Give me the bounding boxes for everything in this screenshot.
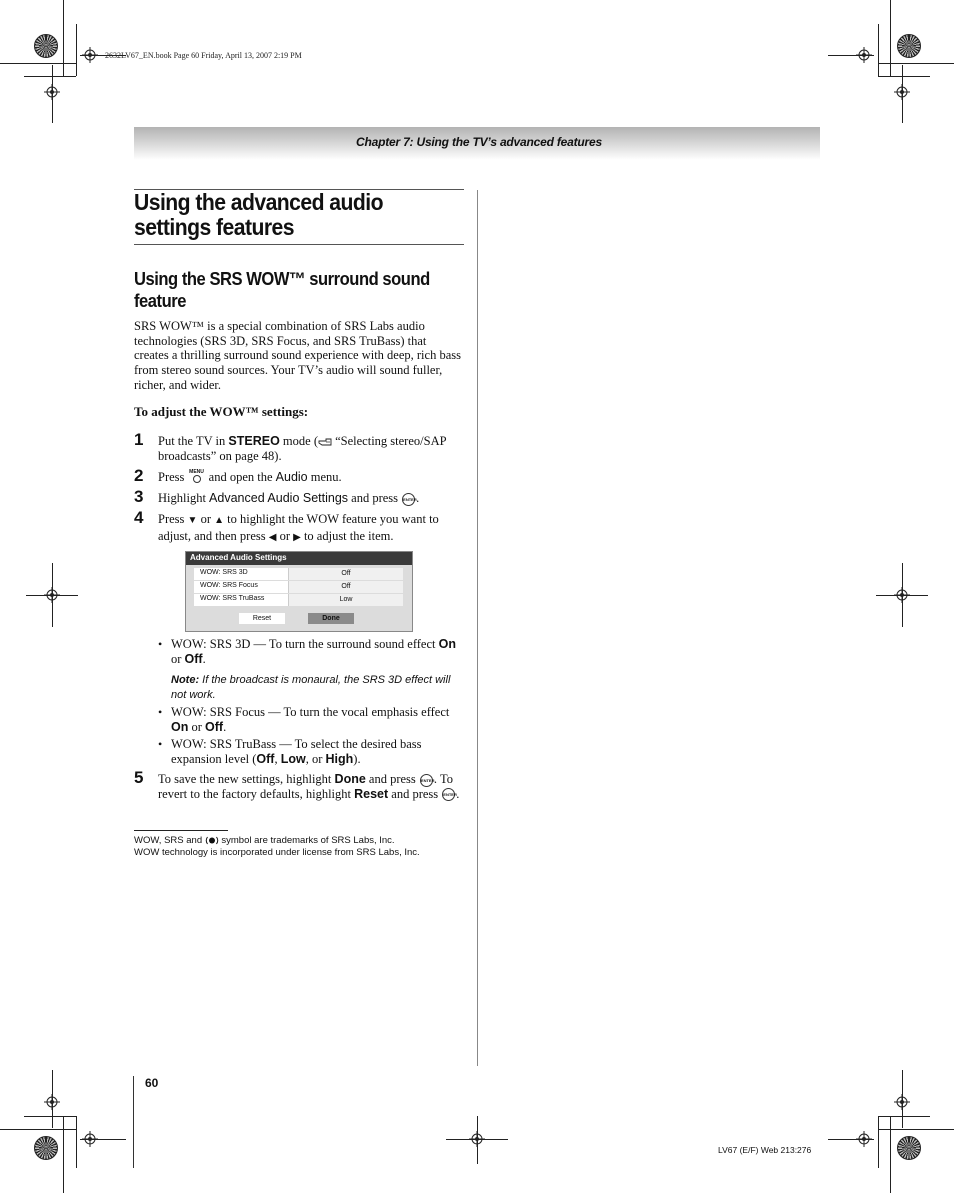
- osd-row-value: Off: [288, 581, 403, 593]
- color-bar-icon: [897, 34, 921, 58]
- step-5-text: To save the new settings, highlight Done and press ENTER. To revert to the factory defaults, highlight Reset and press ENTER.: [158, 772, 460, 801]
- bullet-icon: •: [158, 637, 163, 651]
- section-heading: Using the SRS WOW™ surround sound feature: [134, 269, 430, 311]
- up-arrow-icon: ▲: [214, 515, 225, 526]
- bullet-icon: •: [158, 705, 163, 719]
- footnote-license: WOW technology is incorporated under license from SRS Labs, Inc.: [134, 847, 420, 858]
- bullet-icon: •: [158, 737, 163, 751]
- srs-logo-icon: [205, 836, 219, 845]
- print-code: LV67 (E/F) Web 213:276: [718, 1145, 812, 1155]
- osd-row-srs-focus: [194, 581, 402, 593]
- enter-button-icon: ENTER: [442, 788, 455, 801]
- step-number: 2: [134, 466, 144, 485]
- color-bar-icon: [34, 34, 58, 58]
- bullet-srs-trubass: WOW: SRS TruBass — To select the desired bass expansion level (Off, Low, or High).: [171, 737, 422, 766]
- osd-row-label: WOW: SRS Focus: [200, 582, 258, 589]
- step-number: 5: [134, 768, 144, 787]
- color-bar-icon: [34, 1136, 58, 1160]
- footer-rule: [133, 1076, 134, 1168]
- osd-row-srs-3d: [194, 568, 402, 580]
- osd-row-label: WOW: SRS 3D: [200, 569, 248, 576]
- osd-done-button: Done: [308, 613, 354, 624]
- step-number: 4: [134, 508, 144, 527]
- step-1-text: Put the TV in STEREO mode ( “Selecting stereo/SAP broadcasts” on page 48).: [158, 434, 447, 463]
- column-divider: [477, 190, 478, 1066]
- step-4-text: Press ▼ or ▲ to highlight the WOW feature you want to adjust, and then press ◀ or ▶ to adjust the item.: [158, 512, 439, 543]
- osd-row-label: WOW: SRS TruBass: [200, 595, 265, 602]
- osd-row-value: Off: [288, 568, 403, 580]
- bullet-srs-3d: WOW: SRS 3D — To turn the surround sound effect On or Off.: [171, 637, 456, 666]
- osd-row-srs-trubass: [194, 594, 402, 606]
- subheading: To adjust the WOW™ settings:: [134, 404, 309, 419]
- step-number: 3: [134, 487, 144, 506]
- bullet-srs-focus: WOW: SRS Focus — To turn the vocal emphasis effect On or Off.: [171, 705, 450, 734]
- color-bar-icon: [897, 1136, 921, 1160]
- page-number: 60: [145, 1076, 159, 1090]
- right-arrow-icon: ▶: [293, 531, 301, 543]
- pointing-hand-icon: [318, 437, 332, 447]
- osd-title: Advanced Audio Settings: [190, 553, 287, 562]
- step-3-text: Highlight Advanced Audio Settings and press ENTER.: [158, 491, 420, 505]
- step-number: 1: [134, 430, 144, 449]
- osd-reset-button: Reset: [239, 613, 285, 624]
- menu-button-icon: MENU: [188, 470, 206, 483]
- footnote-trademark: WOW, SRS and symbol are trademarks of SRS Labs, Inc.: [134, 835, 395, 846]
- enter-button-icon: ENTER: [402, 493, 415, 506]
- footnote-rule: [134, 830, 228, 831]
- osd-title-bar: [186, 552, 412, 565]
- advanced-audio-settings-screen: [185, 551, 413, 632]
- book-info: 2632LV67_EN.book Page 60 Friday, April 13, 2007 2:19 PM: [105, 51, 302, 60]
- intro-paragraph: SRS WOW™ is a special combination of SRS Labs audio technologies (SRS 3D, SRS Focus, and SRS TruBass) that creates a thrilling surround sound experience with deep, rich bass from stereo sound sources. Your TV’s audio will sound fuller, richer, and wider.: [134, 319, 461, 392]
- heading-rule-bottom: [134, 244, 464, 245]
- enter-button-icon: ENTER: [420, 774, 433, 787]
- down-arrow-icon: ▼: [187, 515, 198, 526]
- osd-row-value: Low: [288, 594, 403, 606]
- chapter-header: Chapter 7: Using the TV’s advanced features: [356, 135, 602, 149]
- step-2-text: Press MENU and open the Audio menu.: [158, 469, 342, 484]
- page-title: Using the advanced audio settings features: [134, 189, 383, 240]
- note: Note: If the broadcast is monaural, the SRS 3D effect will not work.: [171, 674, 451, 701]
- left-arrow-icon: ◀: [268, 531, 277, 543]
